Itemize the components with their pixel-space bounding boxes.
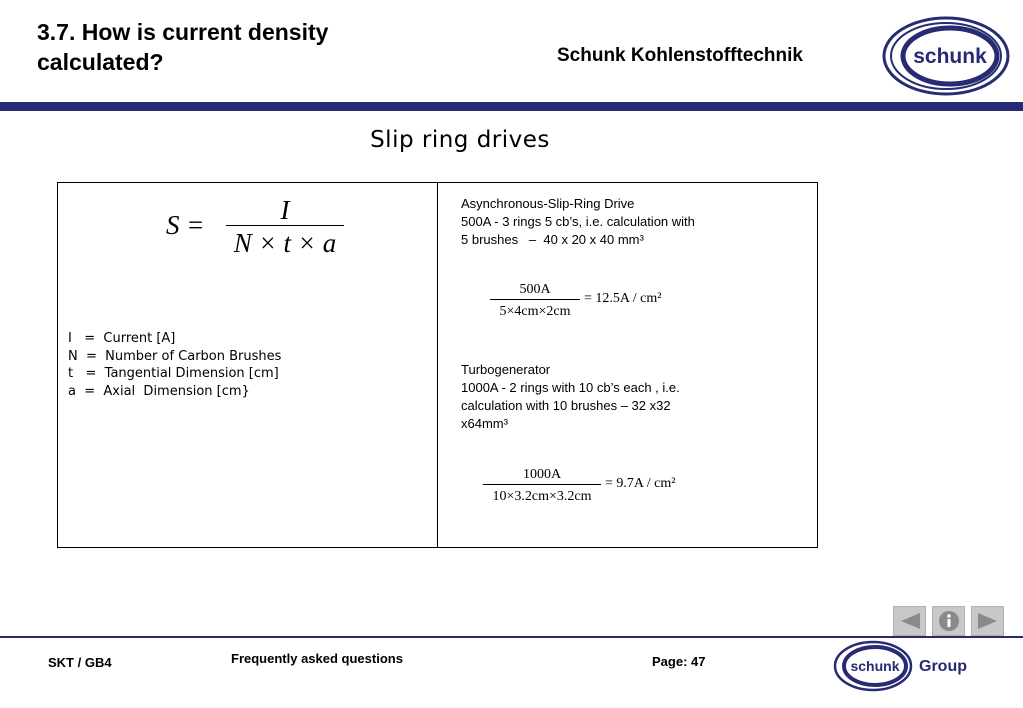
description-line: 1000A - 2 rings with 10 cb’s each , i.e.: [461, 380, 680, 395]
info-icon: [937, 609, 961, 633]
footer-section: Frequently asked questions: [231, 651, 403, 666]
triangle-right-icon: [976, 611, 1000, 631]
description-line: Asynchronous-Slip-Ring Drive: [461, 196, 635, 211]
formula-fraction: [226, 195, 344, 259]
legend-item: N = Number of Carbon Brushes: [68, 348, 282, 364]
info-button[interactable]: [932, 606, 965, 636]
page-number: Page: 47: [652, 654, 706, 669]
svg-text:schunk: schunk: [913, 45, 987, 68]
slide-title: 3.7. How is current density calculated?: [37, 19, 329, 75]
calc-fraction: [490, 282, 580, 320]
legend-item: a = Axial Dimension [cm}: [68, 383, 250, 399]
calc-denominator: 10×3.2cm×3.2cm: [492, 489, 592, 504]
formula-denominator: N × t × a: [233, 228, 337, 258]
footer-rule: [0, 636, 1023, 638]
next-button[interactable]: [971, 606, 1004, 636]
schunk-logo: [880, 15, 1010, 97]
description-line: calculation with 10 brushes – 32 x32: [461, 398, 671, 413]
asynchronous-calculation: [490, 282, 710, 322]
calc-numerator: 500A: [519, 282, 551, 297]
legend-item: I = Current [A]: [68, 331, 176, 346]
turbogenerator-description: [461, 361, 680, 433]
description-line: 500A - 3 rings 5 cb’s, i.e. calculation with: [461, 214, 695, 229]
footer-department: SKT / GB4: [48, 655, 112, 670]
triangle-left-icon: [898, 611, 922, 631]
calc-fraction: [483, 467, 601, 505]
asynchronous-description: [461, 195, 695, 249]
formula-numerator: I: [280, 195, 290, 225]
legend-item: t = Tangential Dimension [cm]: [68, 366, 279, 381]
column-divider: [437, 183, 438, 547]
schunk-group-logo: [833, 640, 1013, 692]
calc-denominator: 5×4cm×2cm: [499, 304, 571, 319]
section-subtitle: Slip ring drives: [370, 127, 550, 153]
svg-text:Group: Group: [919, 658, 967, 675]
description-line: 5 brushes – 40 x 20 x 40 mm³: [461, 232, 644, 247]
fraction-bar: [226, 225, 344, 226]
calc-result: = 9.7A / cm²: [605, 476, 676, 491]
turbogenerator-calculation: [483, 467, 723, 507]
description-line: x64mm³: [461, 416, 508, 431]
header-rule: [0, 102, 1023, 111]
svg-text:schunk: schunk: [850, 658, 900, 674]
previous-button[interactable]: [893, 606, 926, 636]
content-table: [57, 182, 818, 548]
calc-result: = 12.5A / cm²: [584, 291, 662, 306]
calc-numerator: 1000A: [522, 467, 562, 482]
company-name: Schunk Kohlenstofftechnik: [557, 45, 803, 66]
description-line: Turbogenerator: [461, 362, 551, 377]
formula-lhs: S =: [166, 210, 205, 240]
variable-legend: [68, 330, 281, 400]
